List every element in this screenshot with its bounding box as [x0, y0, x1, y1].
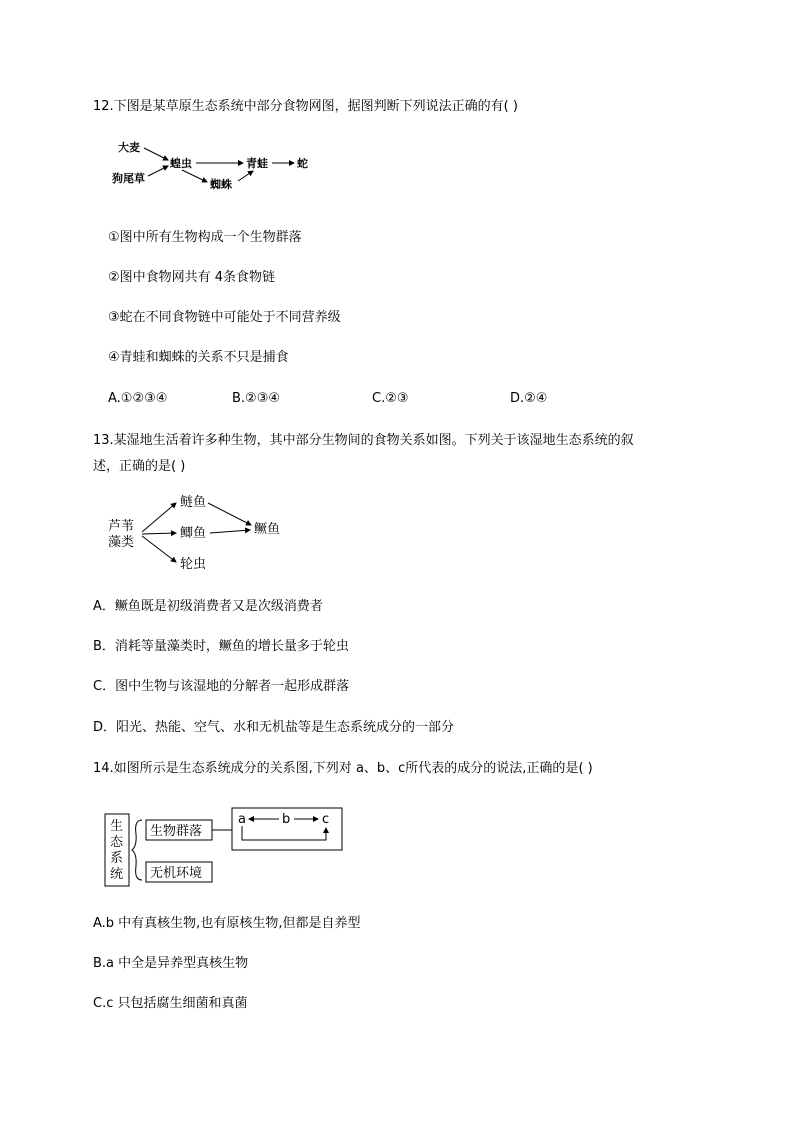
- node-jiyu: 鲫鱼: [180, 526, 207, 541]
- node-lianyu: 鲢鱼: [180, 495, 207, 510]
- label-c: c: [322, 812, 330, 827]
- q12-statement-3: ③蛇在不同食物链中可能处于不同营养级: [108, 310, 341, 325]
- node-qingwa: 青蛙: [246, 157, 268, 170]
- label-b: b: [282, 812, 291, 827]
- q14-ecosystem-diagram: [104, 806, 344, 888]
- node-zhizhu: 蜘蛛: [210, 178, 232, 191]
- ecosystem-char-3: 系: [110, 851, 124, 866]
- q13-option-a[interactable]: A．鳜鱼既是初级消费者又是次级消费者: [93, 599, 323, 614]
- label-a: a: [238, 812, 246, 827]
- node-lunchong: 轮虫: [180, 557, 207, 572]
- q14-option-b[interactable]: B.a 中全是异养型真核生物: [93, 956, 249, 971]
- q13-stem-line1: 13.某湿地生活着许多种生物，其中部分生物间的食物关系如图。下列关于该湿地生态系统的叙: [93, 433, 634, 448]
- node-huangchong: 蝗虫: [170, 157, 192, 170]
- q13-option-c[interactable]: C．图中生物与该湿地的分解者一起形成群落: [93, 679, 350, 694]
- q13-option-d[interactable]: D．阳光、热能、空气、水和无机盐等是生态系统成分的一部分: [93, 720, 455, 735]
- node-luwei: 芦苇: [108, 519, 135, 534]
- q12-food-web-diagram: [108, 136, 318, 196]
- arrow-producer-lunchong: [142, 536, 176, 562]
- arrow-jiyu-guiyu: [210, 530, 250, 533]
- brace: [132, 820, 142, 880]
- arrow-gouweicao-huangchong: [148, 166, 168, 176]
- q12-statement-4: ④青蛙和蜘蛛的关系不只是捕食: [108, 350, 289, 365]
- q12-stem: 12.下图是某草原生态系统中部分食物网图，据图判断下列说法正确的有( ): [93, 99, 518, 114]
- q12-option-a[interactable]: A.①②③④: [108, 391, 168, 406]
- arrow-damai-huangchong: [144, 148, 168, 160]
- q14-option-c[interactable]: C.c 只包括腐生细菌和真菌: [93, 996, 248, 1011]
- q14-stem: 14.如图所示是生态系统成分的关系图,下列对 a、b、c所代表的成分的说法,正确的是( ): [93, 761, 593, 776]
- ecosystem-char-1: 生: [110, 819, 124, 834]
- q12-statement-1: ①图中所有生物构成一个生物群落: [108, 230, 302, 245]
- node-damai: 大麦: [118, 141, 140, 154]
- arrow-producer-jiyu: [142, 533, 176, 534]
- q13-option-b[interactable]: B．消耗等量藻类时，鳜鱼的增长量多于轮虫: [93, 639, 349, 654]
- arrow-producer-lianyu: [142, 503, 176, 532]
- q12-statement-2: ②图中食物网共有 4条食物链: [108, 270, 276, 285]
- q13-food-web-diagram: [104, 490, 294, 574]
- environment-label: 无机环境: [150, 866, 203, 881]
- arrow-huangchong-zhizhu: [182, 170, 207, 182]
- q14-option-a[interactable]: A.b 中有真核生物,也有原核生物,但都是自养型: [93, 916, 361, 931]
- community-label: 生物群落: [150, 824, 203, 839]
- q12-option-b[interactable]: B.②③④: [232, 391, 281, 406]
- node-zaolei: 藻类: [108, 535, 135, 550]
- node-gouweicao: 狗尾草: [112, 172, 145, 185]
- q12-option-c[interactable]: C.②③: [372, 391, 409, 406]
- ecosystem-char-4: 统: [110, 867, 124, 882]
- q12-option-d[interactable]: D.②④: [510, 391, 548, 406]
- node-guiyu: 鳜鱼: [254, 522, 281, 537]
- arrow-zhizhu-qingwa: [238, 171, 253, 181]
- arrow-lianyu-guiyu: [208, 503, 251, 525]
- node-she: 蛇: [297, 157, 308, 170]
- q13-stem-line2: 述，正确的是( ): [93, 459, 186, 474]
- ecosystem-char-2: 态: [110, 835, 124, 850]
- arrow-a-c-loop: [242, 826, 326, 840]
